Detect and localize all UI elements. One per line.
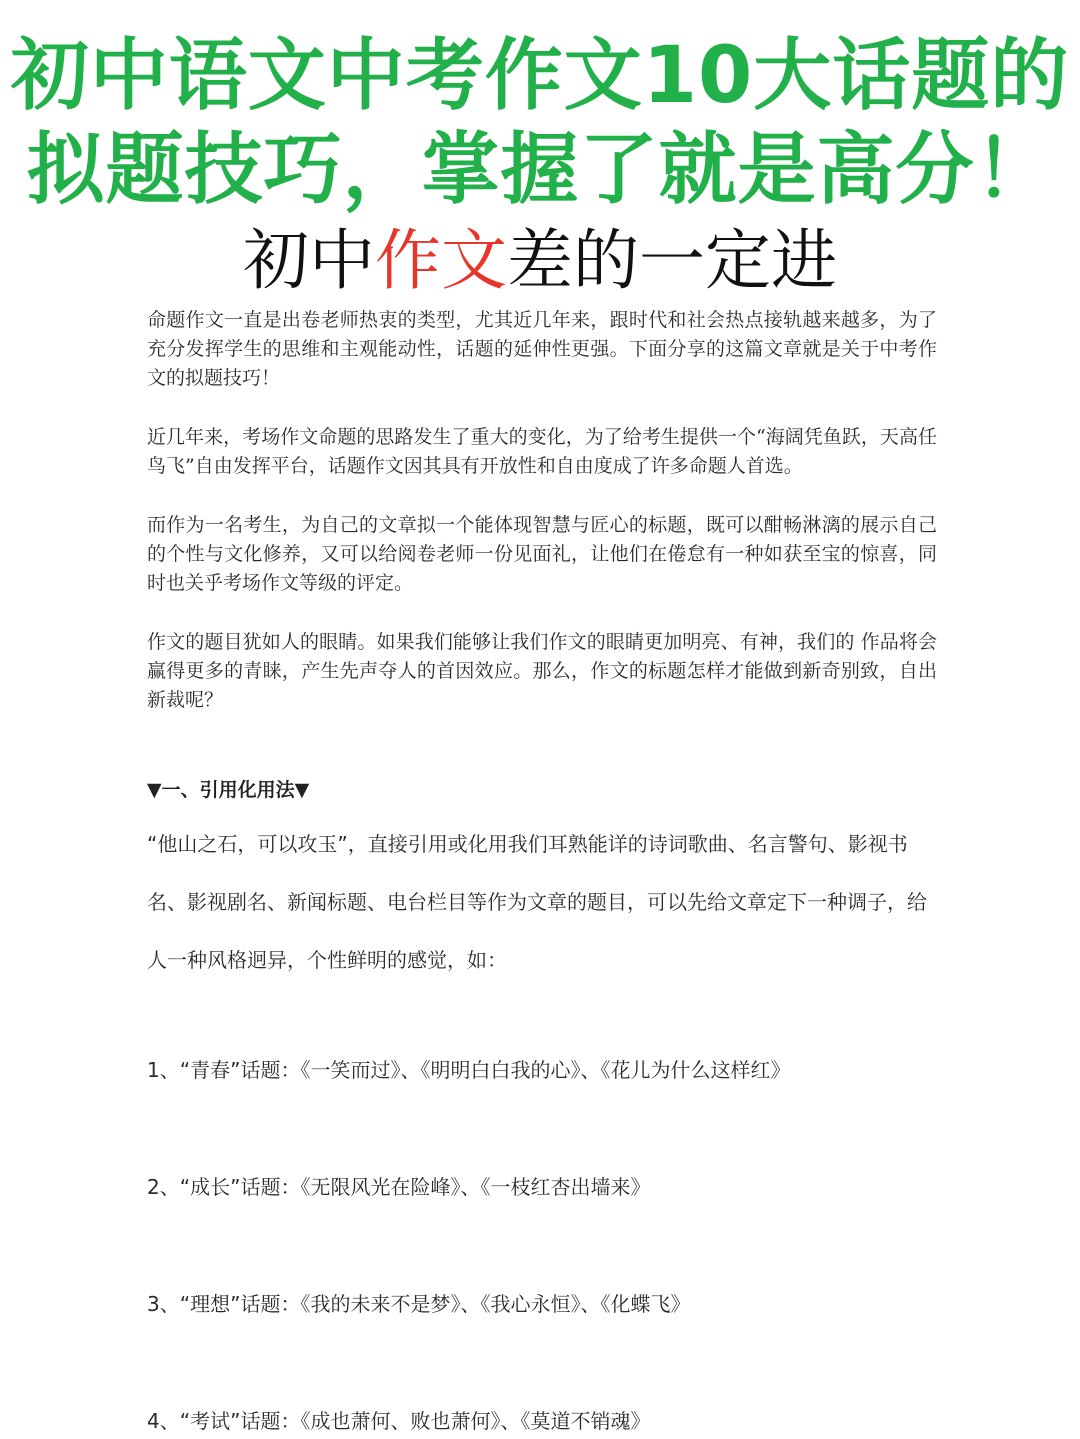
subtitle-highlight: 作文: [375, 222, 507, 299]
paragraph-1: 命题作文一直是出卷老师热衷的类型，尤其近几年来，跟时代和社会热点接轨越来越多，为了充分发挥学生的思维和主观能动性，话题的延伸性更强。下面分享的这篇文章就是关于中考作文的拟题技巧！: [147, 309, 937, 389]
section-intro: “他山之石，可以攻玉”，直接引用或化用我们耳熟能详的诗词歌曲、名言警句、影视书名、影视剧名、新闻标题、电台栏目等作为文章的题目，可以先给文章定下一种调子，给人一种风格迥异，个性鲜明的感觉，如：: [147, 832, 927, 972]
paragraph-3: 而作为一名考生，为自己的文章拟一个能体现智慧与匠心的标题，既可以酣畅淋漓的展示自己的个性与文化修养，又可以给阅卷老师一份见面礼，让他们在倦怠有一种如获至宝的惊喜，同时也关乎考场作文等级的评定。: [147, 514, 937, 594]
example-item-3: 3、“理想”话题：《我的未来不是梦》、《我心永恒》、《化蝶飞》: [147, 1292, 691, 1316]
subtitle: [0, 218, 1080, 304]
example-item-4: 4、“考试”话题：《成也萧何、败也萧何》、《莫道不销魂》: [147, 1409, 651, 1433]
section-title: ▼一、引用化用法▼: [147, 779, 310, 801]
article-body: [147, 306, 937, 715]
example-item-2: 2、“成长”话题：《无限风光在险峰》、《一枝红杏出墙来》: [147, 1175, 651, 1199]
paragraph-2: 近几年来，考场作文命题的思路发生了重大的变化，为了给考生提供一个“海阔凭鱼跃，天高任鸟飞”自由发挥平台，话题作文因其具有开放性和自由度成了许多命题人首选。: [147, 426, 937, 477]
subtitle-part-2: 差的一定进: [507, 222, 837, 299]
headline-line-2: 拟题技巧，掌握了就是高分！: [26, 125, 1054, 215]
paragraph-4: 作文的题目犹如人的眼睛。如果我们能够让我们作文的眼睛更加明亮、有神，我们的 作品将会赢得更多的青睐，产生先声夺人的首因效应。那么，作文的标题怎样才能做到新奇别致，自出新裁呢？: [147, 631, 937, 711]
headline-line-1: 初中语文中考作文10大话题的: [10, 31, 1070, 121]
example-item-1: 1、“青春”话题：《一笑而过》、《明明白白我的心》、《花儿为什么这样红》: [147, 1058, 791, 1082]
subtitle-part-1: 初中: [243, 222, 375, 299]
